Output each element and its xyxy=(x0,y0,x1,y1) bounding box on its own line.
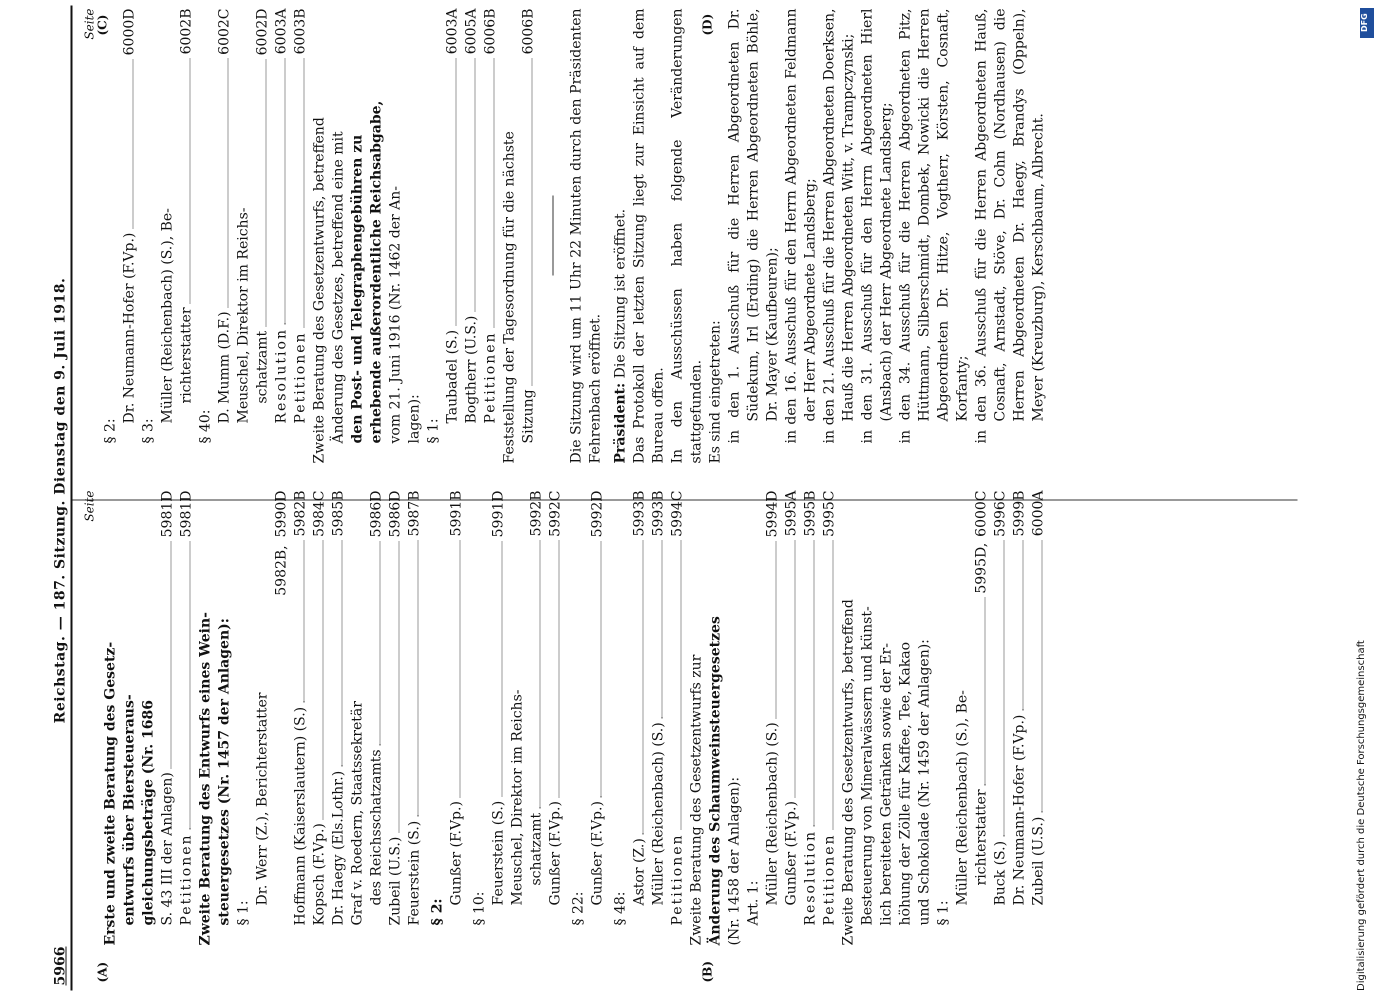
toc-page: 5982B xyxy=(292,490,308,536)
toc-label: Petitionen xyxy=(178,832,194,925)
toc-label: Buck (S.) xyxy=(992,840,1008,905)
toc-entry xyxy=(272,8,291,463)
toc-label: Taubadel (S.) xyxy=(444,329,460,423)
toc-page: 6003B xyxy=(292,8,308,54)
toc-page: 6003A xyxy=(273,8,289,54)
committee-change: in den 36. Ausschuß für die Herren Abgeordneten Hauß, Cosnaft, Arnstadt, Stöve, Dr. Cohn (Nordhausen) die Herren Abgeordneten Dr. Haegy, Brandys (Oppeln), Meyer (Kreuzburg), Kerschbaum, Albrecht. xyxy=(973,8,1046,443)
dfg-credit-text: Digitalisierung gefördert durch die Deutsche Forschungsgemeinschaft xyxy=(1356,640,1367,991)
toc-label: Müller (Reichenbach) (S.) xyxy=(764,721,780,905)
toc-page: 6002C xyxy=(216,8,232,55)
toc-line: § 1: xyxy=(425,417,441,443)
entered-paragraph: Es sind eingetreten: xyxy=(707,319,723,463)
toc-entry xyxy=(329,490,348,945)
toc-line: Meuschel, Direktor im Reichs- xyxy=(235,207,251,423)
toc-label: S. 43 III der Anlagen) xyxy=(159,771,175,925)
toc-label: Petitionen xyxy=(292,330,308,423)
toc-entry xyxy=(215,8,234,463)
toc-page: 5995C xyxy=(821,490,837,537)
toc-page: 5986D xyxy=(368,490,384,537)
toc-label: schatzamt xyxy=(528,812,544,885)
speaker-text: Die Sitzung ist eröffnet. xyxy=(612,208,628,383)
toc-page: 5981D xyxy=(159,490,175,537)
toc-line: Zweite Beratung des Gesetzentwurfs, betreffend xyxy=(311,116,327,463)
toc-line: vom 21. Juni 1916 (Nr. 1462 der An- xyxy=(387,185,403,443)
toc-left-column xyxy=(80,490,1048,945)
toc-line: gleichungsbeträge (Nr. 1686 xyxy=(140,699,156,925)
toc-label: des Reichsschatzamts xyxy=(368,748,384,905)
toc-line: Änderung des Gesetzes, betreffend eine mit xyxy=(330,130,346,443)
toc-line: Dr. Werr (Z.), Berichterstatter xyxy=(254,692,270,905)
toc-line: § 2: xyxy=(429,897,445,925)
toc-entry xyxy=(386,490,405,945)
toc-entry xyxy=(158,490,177,945)
toc-entry xyxy=(588,490,607,945)
speaker-label: Präsident: xyxy=(612,382,628,463)
toc-entry xyxy=(782,490,801,945)
toc-line: erhebende außerordentliche Reichsabgabe, xyxy=(368,100,384,443)
toc-entry xyxy=(405,490,424,945)
toc-entry xyxy=(443,8,462,463)
toc-page: 5995D, xyxy=(973,542,989,594)
toc-label: Sitzung xyxy=(520,388,536,443)
toc-page: 5992D xyxy=(589,490,605,537)
toc-entry xyxy=(177,8,196,463)
toc-line: höhung der Zölle für Kaffee, Tee, Kakao xyxy=(897,641,913,925)
toc-page: 5990D xyxy=(273,490,289,537)
toc-page: 5992B xyxy=(528,490,544,536)
toc-label: Astor (Z.) xyxy=(631,837,647,905)
toc-line: lagen): xyxy=(406,393,422,443)
committee-change: in den 21. Ausschuß für die Herren Abgeordneten Doerksen, Hauß die Herren Abgeordneten Witt, v. Trampczynski; xyxy=(821,8,856,443)
toc-entry xyxy=(177,490,196,945)
running-head: Reichstag. — 187. Sitzung. Dienstag den 9. Juli 1918. xyxy=(52,277,68,723)
toc-page: 6000A xyxy=(1030,490,1046,536)
margin-marker-c: (C) xyxy=(95,14,109,35)
toc-line: Erste und zweite Beratung des Gesetz- xyxy=(102,641,118,945)
toc-label: Gunßer (F.Vp.) xyxy=(589,800,605,905)
toc-page: 5991B xyxy=(448,490,464,536)
committee-change: in den 34. Ausschuß für die Herren Abgeordneten Pitz, Hüttmann, Silberschmidt, Dombek, Nowicki die Herren Abgeordneten Dr. Hitze, Vogtherr, Körsten, Cosnaft, Korfanty; xyxy=(897,8,970,443)
toc-page: 6002D xyxy=(254,8,270,55)
toc-page: 5991D xyxy=(490,490,506,537)
toc-page: 5999B xyxy=(1011,490,1027,536)
toc-entry xyxy=(820,490,839,945)
toc-entry xyxy=(367,490,386,945)
toc-page: 5996C xyxy=(992,490,1008,537)
toc-line: § 40: xyxy=(197,409,213,443)
margin-marker-b: (B) xyxy=(700,960,714,982)
toc-label: Müller (Reichenbach) (S.) xyxy=(650,721,666,905)
toc-entry xyxy=(991,490,1010,945)
toc-line: § 2: xyxy=(102,417,118,443)
toc-line: § 1: xyxy=(935,899,951,925)
toc-line: § 48: xyxy=(612,891,628,925)
committee-change: in den 31. Ausschuß für den Herrn Abgeordneten Hierl (Ansbach) der Herr Abgeordnete Landsberg; xyxy=(859,8,894,443)
toc-page: 5986D xyxy=(387,490,403,537)
toc-label: Feuerstein (S.) xyxy=(490,800,506,905)
toc-entry xyxy=(649,490,668,945)
toc-entry xyxy=(481,8,500,463)
toc-page: 5995A xyxy=(783,490,799,536)
toc-label: richterstatter xyxy=(178,306,194,403)
toc-line: § 3: xyxy=(140,417,156,443)
toc-entry xyxy=(489,490,508,945)
toc-entry xyxy=(310,490,329,945)
toc-label: Feuerstein (S.) xyxy=(406,820,422,925)
toc-label: Bogtherr (U.S.) xyxy=(463,315,479,423)
toc-label: Gunßer (F.Vp.) xyxy=(547,800,563,905)
toc-page: 5993B xyxy=(650,490,666,536)
page-number: 5966 xyxy=(52,946,68,985)
toc-entry xyxy=(1029,490,1048,945)
toc-label: Zubeil (U.S.) xyxy=(387,836,403,925)
toc-page: 5985B xyxy=(330,490,346,536)
toc-line: Art. 1: xyxy=(745,880,761,925)
toc-entry xyxy=(462,8,481,463)
toc-entry xyxy=(291,8,310,463)
toc-label: schatzamt xyxy=(254,330,270,403)
toc-line: den Post- und Telegraphengebühren zu xyxy=(349,134,365,443)
toc-line: lich bereiteten Getränken sowie der Er- xyxy=(878,642,894,925)
toc-line: steuergesetzes (Nr. 1457 der Anlagen): xyxy=(216,617,232,925)
toc-page: 5987B xyxy=(406,490,422,536)
toc-line: Meuschel, Direktor im Reichs- xyxy=(509,689,525,905)
toc-page: 6000D xyxy=(121,8,137,55)
toc-page: 6006B xyxy=(520,8,536,54)
toc-line: Zweite Beratung des Gesetzentwurfs, betreffend xyxy=(840,598,856,945)
toc-label: 5982B, xyxy=(273,544,289,596)
toc-entry xyxy=(972,490,991,945)
toc-line: Besteuerung von Mineralwässern und künst- xyxy=(859,605,875,925)
toc-line: Feststellung der Tagesordnung für die nächste xyxy=(501,130,517,463)
seite-header: Seite xyxy=(82,8,96,40)
toc-label: Gunßer (F.Vp.) xyxy=(448,800,464,905)
protocol-paragraph: Das Protokoll der letzten Sitzung liegt zur Einsicht auf dem Bureau offen. xyxy=(631,8,666,463)
toc-label: Dr. Haegy (Els.Lothr.) xyxy=(330,770,346,925)
toc-line: § 10: xyxy=(471,891,487,925)
toc-page: 5995B xyxy=(802,490,818,536)
toc-line: (Nr. 1458 der Anlagen): xyxy=(726,776,742,945)
toc-entry xyxy=(527,490,546,945)
toc-entry xyxy=(272,490,291,945)
toc-label: Dr. Neumann-Hofer (F.Vp.) xyxy=(121,232,137,423)
toc-page: 5994D xyxy=(764,490,780,537)
toc-label: Petitionen xyxy=(669,832,685,925)
section-separator xyxy=(552,196,553,276)
committee-paragraph: In den Ausschüssen haben folgende Veränderungen stattgefunden. xyxy=(669,8,704,463)
toc-label: Resolution xyxy=(273,327,289,423)
seite-header: Seite xyxy=(82,490,96,522)
toc-entry xyxy=(447,490,466,945)
opening-paragraph: Die Sitzung wird um 11 Uhr 22 Minuten durch den Präsidenten Fehrenbach eröffnet. xyxy=(568,8,603,463)
president-paragraph xyxy=(611,8,630,463)
toc-line: Graf v. Roedern, Staatssekretär xyxy=(349,700,365,925)
toc-line: § 22: xyxy=(570,891,586,925)
toc-label: Kopsch (F.Vp.) xyxy=(311,822,327,925)
toc-label: Petitionen xyxy=(821,832,837,925)
committee-change: in den 1. Ausschuß für die Herren Abgeordneten Dr. Südekum, Irl (Erding) die Herren Abgeordneten Böhle, Dr. Mayer (Kaufbeuren); xyxy=(726,8,780,443)
toc-label: Dr. Neumann-Hofer (F.Vp.) xyxy=(1011,714,1027,905)
toc-page: 6002B xyxy=(178,8,194,54)
toc-page: 6000C xyxy=(973,490,989,537)
toc-line: Müller (Reichenbach) (S.), Be- xyxy=(159,207,175,423)
toc-page: 5994C xyxy=(669,490,685,537)
toc-entry xyxy=(120,8,139,463)
toc-label: Gunßer (F.Vp.) xyxy=(783,800,799,905)
toc-label: Petitionen xyxy=(482,330,498,423)
toc-page: 5992C xyxy=(547,490,563,537)
toc-entry xyxy=(253,8,272,463)
toc-entry xyxy=(630,490,649,945)
toc-label: Zubeil (U.S.) xyxy=(1030,816,1046,905)
toc-label: D. Mumm (D.F.) xyxy=(216,310,232,423)
toc-entry xyxy=(1010,490,1029,945)
dfg-credit xyxy=(1356,6,1382,994)
toc-entry xyxy=(668,490,687,945)
toc-page: 5993B xyxy=(631,490,647,536)
toc-line: Änderung des Schaumweinsteuergesetzes xyxy=(707,615,723,945)
toc-page: 5981D xyxy=(178,490,194,537)
margin-marker-a: (A) xyxy=(95,961,109,982)
toc-entry xyxy=(546,490,565,945)
toc-right-column xyxy=(80,8,1048,463)
toc-line: Müller (Reichenbach) (S.), Be- xyxy=(954,689,970,905)
toc-line: entwurfs über Biersteueraus- xyxy=(121,693,137,925)
toc-line: und Schokolade (Nr. 1459 der Anlagen): xyxy=(916,638,932,925)
toc-page: 6006B xyxy=(482,8,498,54)
header-rule xyxy=(70,5,72,990)
toc-line: Zweite Beratung des Gesetzentwurfs zur xyxy=(688,654,704,945)
margin-marker-d: (D) xyxy=(700,13,714,35)
toc-page: 6005A xyxy=(463,8,479,54)
toc-entry xyxy=(801,490,820,945)
dfg-logo: DFG xyxy=(1360,8,1374,38)
toc-label: Hoffmann (Kaiserslautern) (S.) xyxy=(292,706,308,925)
toc-label: richterstatter xyxy=(973,788,989,885)
toc-entry xyxy=(291,490,310,945)
committee-change: in den 16. Ausschuß für den Herrn Abgeordneten Feldmann der Herr Abgeordnete Landsberg; xyxy=(783,8,818,443)
toc-line: § 1: xyxy=(235,899,251,925)
toc-entry xyxy=(763,490,782,945)
toc-page: 5984C xyxy=(311,490,327,537)
toc-entry xyxy=(519,8,538,463)
toc-line: Zweite Beratung des Entwurfs eines Wein- xyxy=(197,611,213,945)
toc-label: Resolution xyxy=(802,829,818,925)
toc-page: 6003A xyxy=(444,8,460,54)
